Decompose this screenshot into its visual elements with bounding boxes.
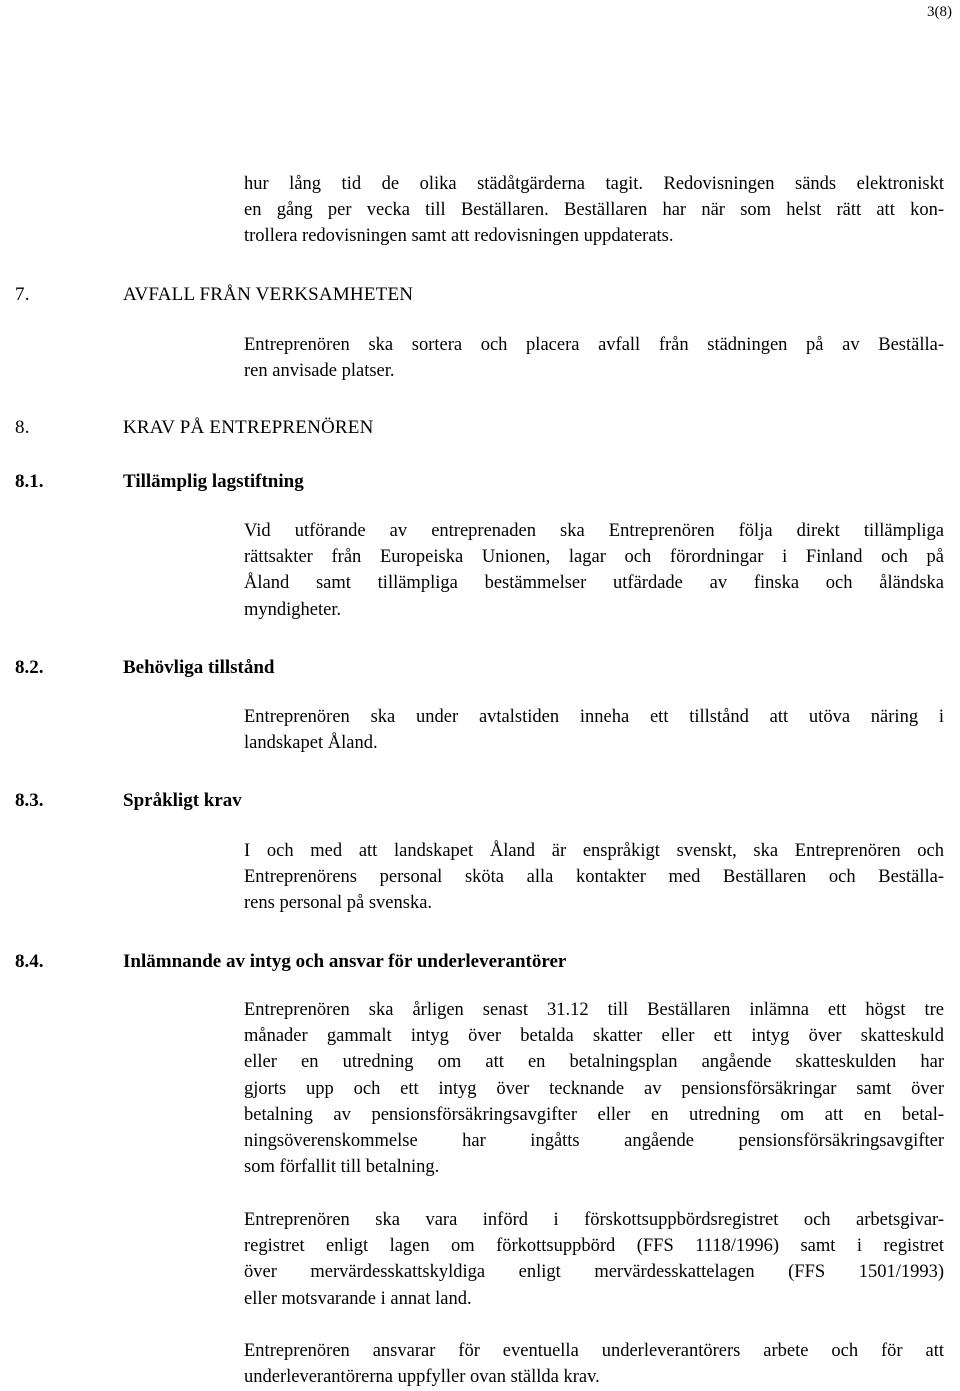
section-8-heading — [15, 415, 374, 441]
text-line: myndigheter. — [244, 599, 342, 620]
text-line: Entreprenören ska årligen senast 31.12 till Beställaren inlämna ett högst tre — [244, 1000, 944, 1020]
section-title: Språkligt krav — [123, 790, 242, 811]
text-line: Entreprenören ska under avtalstiden inneha ett tillstånd att utöva näring i — [244, 707, 944, 727]
section-number: 8.1. — [15, 471, 44, 492]
text-line: Vid utförande av entreprenaden ska Entreprenören följa direkt tillämpliga — [244, 521, 944, 541]
section-8-2-paragraph — [244, 704, 944, 756]
text-line: trollera redovisningen samt att redovisningen uppdaterats. — [244, 226, 674, 247]
text-line: Entreprenören ansvarar för eventuella underleverantörers arbete och för att — [244, 1341, 944, 1361]
section-title: Behövliga tillstånd — [123, 657, 275, 678]
section-number: 8.2. — [15, 657, 44, 678]
section-8-3-heading — [15, 788, 242, 814]
text-line: Entreprenörens personal sköta alla kontakter med Beställaren och Beställa- — [244, 867, 944, 888]
section-8-4-heading — [15, 949, 566, 975]
section-number: 8. — [15, 417, 30, 438]
section-title: AVFALL FRÅN VERKSAMHETEN — [123, 284, 414, 305]
text-line: betalning av pensionsförsäkringsavgifter eller en utredning om att en betal- — [244, 1104, 944, 1125]
text-line: Åland samt tillämpliga bestämmelser utfärdade av finska och åländska — [244, 573, 944, 594]
section-8-1-heading — [15, 469, 304, 495]
text-line: rens personal på svenska. — [244, 893, 433, 914]
section-title: Tillämplig lagstiftning — [123, 471, 304, 492]
section-8-3-paragraph — [244, 838, 944, 917]
section-number: 8.4. — [15, 951, 44, 972]
text-line: som förfallit till betalning. — [244, 1157, 440, 1178]
text-line: eller en utredning om att en betalningsplan angående skatteskulden har — [244, 1052, 944, 1073]
text-line: en gång per vecka till Beställaren. Beställaren har när som helst rätt att kon- — [244, 200, 944, 221]
text-line: månader gammalt intyg över betalda skatter eller ett intyg över skatteskuld — [244, 1026, 944, 1047]
text-line: hur lång tid de olika städåtgärderna tagit. Redovisningen sänds elektroniskt — [244, 174, 944, 194]
section-number: 7. — [15, 284, 30, 305]
section-7-paragraph — [244, 332, 944, 384]
section-8-2-heading — [15, 655, 275, 681]
section-8-4-paragraph-2 — [244, 1207, 944, 1312]
text-line: landskapet Åland. — [244, 733, 378, 754]
text-line: Entreprenören ska vara införd i förskottsuppbördsregistret och arbetsgivar- — [244, 1210, 944, 1230]
text-line: ren anvisade platser. — [244, 361, 395, 382]
page-number: 3(8) — [927, 4, 952, 20]
text-line: Entreprenören ska sortera och placera avfall från städningen på av Beställa- — [244, 335, 944, 355]
section-title: Inlämnande av intyg och ansvar för underleverantörer — [123, 951, 567, 972]
text-line: gjorts upp och ett intyg över tecknande av pensionsförsäkringar samt över — [244, 1078, 944, 1099]
text-line: ningsöverenskommelse har ingåtts angående pensionsförsäkringsavgifter — [244, 1131, 944, 1152]
section-number: 8.3. — [15, 790, 44, 811]
text-line: över mervärdesskattskyldiga enligt mervärdesskattelagen (FFS 1501/1993) — [244, 1262, 944, 1283]
section-8-4-paragraph-3 — [244, 1338, 944, 1390]
text-line: rättsakter från Europeiska Unionen, lagar och förordningar i Finland och på — [244, 547, 944, 568]
text-line: underleverantörerna uppfyller ovan ställda krav. — [244, 1367, 600, 1388]
section-8-4-paragraph-1 — [244, 997, 944, 1180]
text-line: eller motsvarande i annat land. — [244, 1288, 472, 1309]
section-title: KRAV PÅ ENTREPRENÖREN — [123, 417, 374, 438]
section-8-1-paragraph — [244, 518, 944, 623]
section-7-heading — [15, 282, 413, 308]
text-line: I och med att landskapet Åland är enspråkigt svenskt, ska Entreprenören och — [244, 841, 944, 861]
text-line: registret enligt lagen om förkottsuppbörd (FFS 1118/1996) samt i registret — [244, 1236, 944, 1257]
intro-paragraph — [244, 171, 944, 250]
